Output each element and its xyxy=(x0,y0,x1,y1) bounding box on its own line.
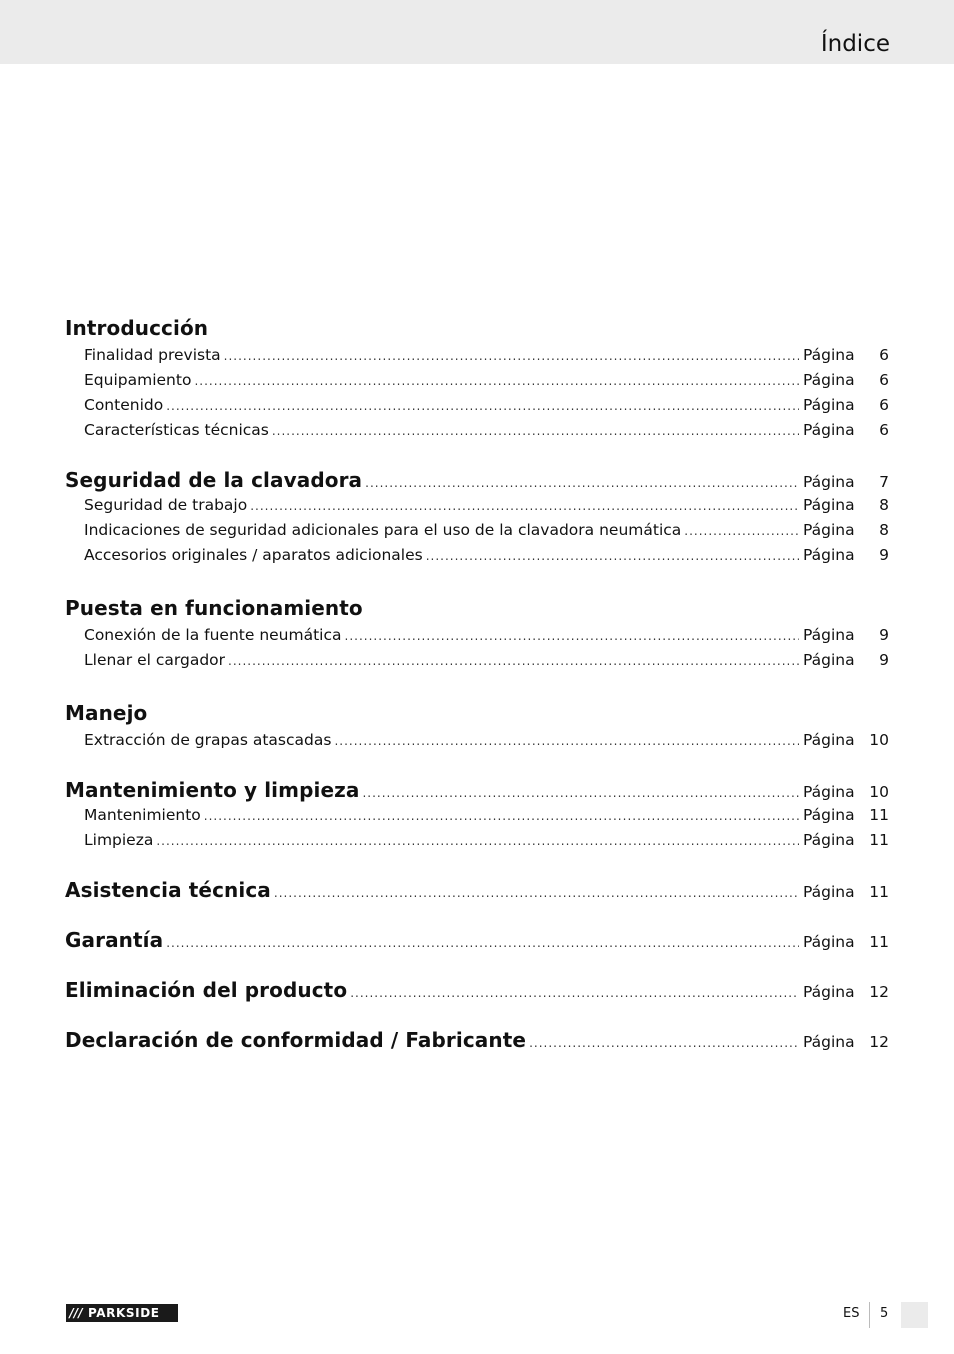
page-number: 11 xyxy=(869,883,889,901)
toc-section xyxy=(65,1028,889,1053)
header-band xyxy=(0,0,954,64)
page-ref xyxy=(803,1030,889,1055)
page-number: 12 xyxy=(869,1033,889,1051)
toc-entry-label: Conexión de la fuente neumática xyxy=(84,626,342,644)
toc-entry[interactable] xyxy=(65,728,889,753)
toc-section xyxy=(65,978,889,1003)
toc-heading[interactable] xyxy=(65,468,889,493)
toc-entry[interactable] xyxy=(65,393,889,418)
dot-leader xyxy=(334,729,799,754)
toc-entry-label: Extracción de grapas atascadas xyxy=(84,731,332,749)
toc-section xyxy=(65,313,889,443)
toc-heading[interactable] xyxy=(65,593,889,623)
toc-heading-label: Asistencia técnica xyxy=(65,878,271,902)
page-number: 8 xyxy=(879,496,889,514)
dot-leader xyxy=(166,394,799,419)
page-word: Página xyxy=(803,473,855,491)
toc-entry[interactable] xyxy=(65,828,889,853)
toc-entry-label: Llenar el cargador xyxy=(84,651,226,669)
toc-section xyxy=(65,698,889,753)
toc-entry[interactable] xyxy=(65,343,889,368)
toc-entry-label: Accesorios originales / aparatos adicionales xyxy=(84,546,423,564)
page-number: 6 xyxy=(879,346,889,364)
page-word: Página xyxy=(803,1033,855,1051)
dot-leader xyxy=(345,624,799,649)
toc-heading[interactable] xyxy=(65,978,889,1003)
toc-entry[interactable] xyxy=(65,648,889,673)
logo-stripes: /// xyxy=(69,1306,83,1320)
footer-tab-marker xyxy=(901,1302,928,1328)
page-number: 11 xyxy=(869,831,889,849)
page-word: Página xyxy=(803,496,855,514)
toc-entry[interactable] xyxy=(65,803,889,828)
toc-entry-label: Limpieza xyxy=(84,831,154,849)
dot-leader xyxy=(350,981,799,1006)
page-ref xyxy=(803,493,889,518)
page-word: Página xyxy=(803,933,855,951)
footer-page-number: 5 xyxy=(880,1306,889,1321)
page-number: 6 xyxy=(879,371,889,389)
dot-leader xyxy=(250,494,799,519)
page-word: Página xyxy=(803,983,855,1001)
toc-heading[interactable] xyxy=(65,928,889,953)
page-ref xyxy=(803,343,889,368)
page-ref xyxy=(803,518,889,543)
page-word: Página xyxy=(803,806,855,824)
page-ref xyxy=(803,543,889,568)
dot-leader xyxy=(194,369,799,394)
parkside-logo xyxy=(66,1304,178,1322)
toc-entry-label: Equipamiento xyxy=(84,371,192,389)
toc-heading[interactable] xyxy=(65,878,889,903)
page-ref xyxy=(803,470,889,495)
page-ref xyxy=(803,880,889,905)
page-word: Página xyxy=(803,421,855,439)
toc-section xyxy=(65,928,889,953)
toc-heading[interactable] xyxy=(65,313,889,343)
toc-heading-label: Manejo xyxy=(65,701,148,725)
page-number: 11 xyxy=(869,933,889,951)
toc-section xyxy=(65,878,889,903)
footer-language: ES xyxy=(843,1306,860,1321)
page-word: Página xyxy=(803,626,855,644)
page-ref xyxy=(803,828,889,853)
page-number: 6 xyxy=(879,421,889,439)
page-number: 8 xyxy=(879,521,889,539)
page-number: 7 xyxy=(879,473,889,491)
toc-entry[interactable] xyxy=(65,518,889,543)
page-word: Página xyxy=(803,396,855,414)
page-ref xyxy=(803,393,889,418)
dot-leader xyxy=(224,344,799,369)
toc-entry-label: Seguridad de trabajo xyxy=(84,496,248,514)
page-word: Página xyxy=(803,346,855,364)
page-word: Página xyxy=(803,883,855,901)
page-word: Página xyxy=(803,521,855,539)
page-ref xyxy=(803,368,889,393)
dot-leader xyxy=(529,1031,799,1056)
toc-entry-label: Contenido xyxy=(84,396,164,414)
page-word: Página xyxy=(803,731,855,749)
page-ref xyxy=(803,930,889,955)
toc-heading-label: Puesta en funcionamiento xyxy=(65,596,363,620)
toc-heading-label: Mantenimiento y limpieza xyxy=(65,778,360,802)
page-number: 9 xyxy=(879,626,889,644)
toc-heading-label: Introducción xyxy=(65,316,209,340)
dot-leader xyxy=(204,804,799,829)
toc-heading-label: Declaración de conformidad / Fabricante xyxy=(65,1028,527,1052)
toc-entry-label: Mantenimiento xyxy=(84,806,201,824)
page-number: 10 xyxy=(869,783,889,801)
page-ref xyxy=(803,418,889,443)
toc-heading-label: Eliminación del producto xyxy=(65,978,348,1002)
logo-text: PARKSIDE xyxy=(88,1306,160,1320)
toc-entry[interactable] xyxy=(65,493,889,518)
page-word: Página xyxy=(803,546,855,564)
page-number: 11 xyxy=(869,806,889,824)
table-of-contents xyxy=(65,313,889,1078)
page-ref xyxy=(803,623,889,648)
toc-heading[interactable] xyxy=(65,698,889,728)
page-number: 9 xyxy=(879,546,889,564)
toc-entry-label: Indicaciones de seguridad adicionales para el uso de la clavadora neumática xyxy=(84,521,682,539)
dot-leader xyxy=(156,829,799,854)
page-ref xyxy=(803,648,889,673)
toc-entry[interactable] xyxy=(65,543,889,568)
page-ref xyxy=(803,728,889,753)
dot-leader xyxy=(166,931,799,956)
page-ref xyxy=(803,780,889,805)
dot-leader xyxy=(272,419,799,444)
page-ref xyxy=(803,803,889,828)
toc-section xyxy=(65,778,889,853)
toc-entry[interactable] xyxy=(65,368,889,393)
dot-leader xyxy=(274,881,799,906)
page-number: 12 xyxy=(869,983,889,1001)
page-word: Página xyxy=(803,831,855,849)
toc-entry-label: Características técnicas xyxy=(84,421,269,439)
page-ref xyxy=(803,980,889,1005)
toc-heading[interactable] xyxy=(65,1028,889,1053)
toc-section xyxy=(65,593,889,673)
toc-section xyxy=(65,468,889,568)
footer-divider xyxy=(869,1302,870,1328)
toc-heading[interactable] xyxy=(65,778,889,803)
dot-leader xyxy=(684,519,799,544)
page-word: Página xyxy=(803,371,855,389)
page-number: 9 xyxy=(879,651,889,669)
page-word: Página xyxy=(803,783,855,801)
toc-entry-label: Finalidad prevista xyxy=(84,346,221,364)
toc-entry[interactable] xyxy=(65,623,889,648)
dot-leader xyxy=(362,781,799,806)
dot-leader xyxy=(228,649,799,674)
toc-entry[interactable] xyxy=(65,418,889,443)
dot-leader xyxy=(426,544,799,569)
page-number: 10 xyxy=(869,731,889,749)
page-word: Página xyxy=(803,651,855,669)
toc-heading-label: Garantía xyxy=(65,928,164,952)
page-title: Índice xyxy=(820,31,890,57)
page-number: 6 xyxy=(879,396,889,414)
dot-leader xyxy=(365,471,799,496)
toc-heading-label: Seguridad de la clavadora xyxy=(65,468,363,492)
